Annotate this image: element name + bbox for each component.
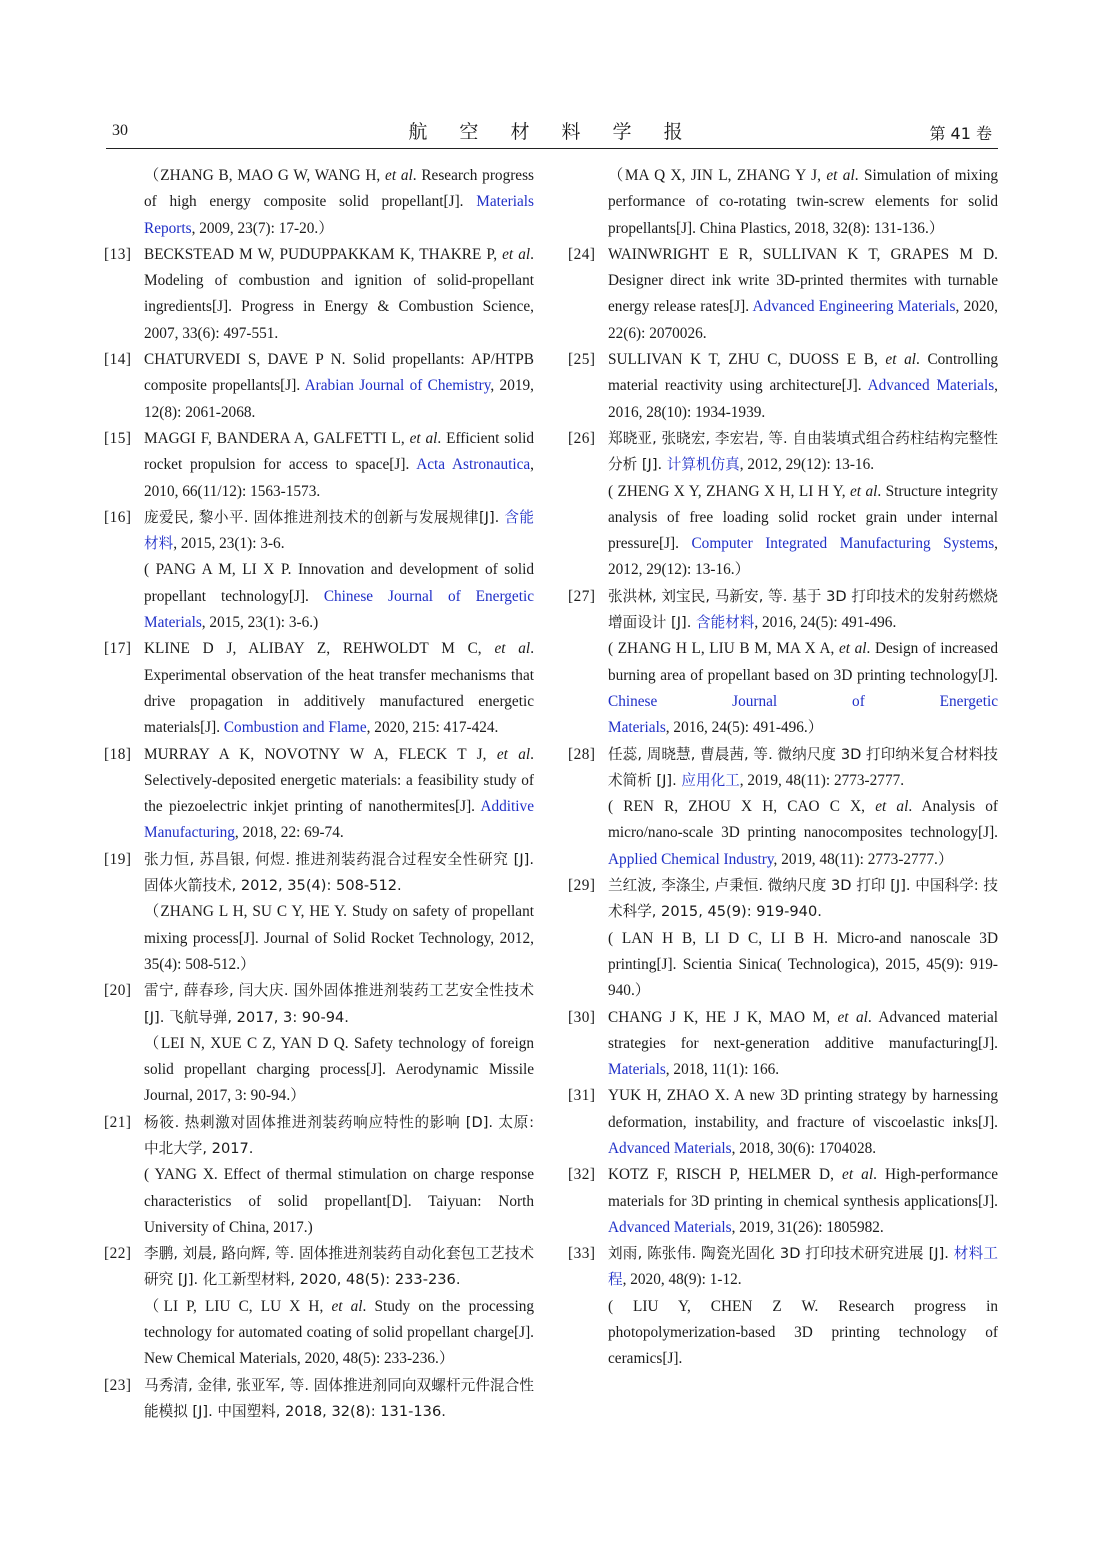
- reference-text: . Research progress of high energy composite solid propellant[J].: [144, 167, 535, 211]
- et-al-text: et al: [494, 640, 531, 658]
- reference-text: （LI P, LIU C, LU X H,: [144, 1297, 332, 1315]
- et-al-text: et al: [496, 745, 531, 763]
- journal-link[interactable]: 含能材料: [695, 614, 755, 632]
- reference-text: , 2016, 24(5): 491-496.: [754, 614, 897, 632]
- reference-text: ( ZHENG X Y, ZHANG X H, LI H Y,: [608, 482, 850, 500]
- reference-text: 兰红波, 李涤尘, 卢秉恒. 微纳尺度 3D 打印 [J]. 中国科学: 技术科学, 2015, 45(9): 919-940.: [608, 877, 998, 921]
- reference-text: , 2020, 22(6): 2070026.: [608, 298, 998, 342]
- reference-number: [17]: [104, 640, 132, 658]
- reference-text: , 2012, 29(12): 13-16.）: [608, 535, 998, 579]
- journal-link[interactable]: Arabian Journal of Chemistry: [304, 377, 491, 395]
- reference-number: [14]: [104, 351, 132, 369]
- reference-text: . Analysis of micro/nano-scale 3D printing nanocomposites technology[J].: [608, 798, 998, 842]
- page-number: 30: [112, 122, 128, 139]
- journal-link[interactable]: 计算机仿真: [666, 456, 740, 474]
- reference-number: [29]: [568, 877, 596, 895]
- journal-link[interactable]: Materials Reports: [144, 193, 534, 237]
- reference-text: 张洪林, 刘宝民, 马新安, 等. 基于 3D 打印技术的发射药燃烧增面设计 [J].: [608, 587, 998, 632]
- reference-text: 刘雨, 陈张伟. 陶瓷光固化 3D 打印技术研究进展 [J].: [608, 1245, 954, 1263]
- reference-text: MAGGI F, BANDERA A, GALFETTI L,: [144, 429, 410, 447]
- reference-number: [19]: [104, 850, 132, 868]
- reference-column-right: [568, 163, 998, 1373]
- reference-number: [26]: [568, 429, 596, 447]
- reference-number: [18]: [104, 745, 132, 763]
- reference-number: [23]: [104, 1376, 132, 1394]
- reference-text: , 2016, 24(5): 491-496.）: [665, 719, 823, 737]
- reference-entry: [104, 1241, 534, 1294]
- journal-link[interactable]: Computer Integrated Manufacturing Systems: [691, 535, 995, 553]
- journal-link[interactable]: Advanced Materials: [608, 1139, 732, 1157]
- reference-entry: [568, 242, 998, 347]
- reference-text: , 2019, 48(11): 2773-2777.）: [773, 850, 954, 868]
- reference-text: BECKSTEAD M W, PUDUPPAKKAM K, THAKRE P,: [144, 245, 503, 263]
- journal-link[interactable]: 含能材料: [144, 508, 534, 553]
- reference-text: YUK H, ZHAO X. A new 3D printing strategy by harnessing deformation, instability, and fracture of viscoelastic inks[J].: [608, 1087, 998, 1131]
- journal-link[interactable]: Materials: [608, 1061, 666, 1079]
- et-al-text: et al: [850, 482, 878, 500]
- reference-text: , 2020, 48(9): 1-12.: [622, 1271, 742, 1289]
- reference-number: [15]: [104, 429, 132, 447]
- reference-number: [13]: [104, 245, 132, 263]
- reference-text: KLINE D J, ALIBAY Z, REHWOLDT M C,: [144, 640, 495, 658]
- journal-link[interactable]: Additive Manufacturing: [144, 798, 534, 842]
- reference-text: . Modeling of combustion and ignition of solid-propellant ingredients[J]. Progress in Energy & Combustion Science, 2007, 33(6): 497-551.: [144, 245, 534, 342]
- reference-translation: [568, 636, 998, 741]
- journal-link[interactable]: 材料工程: [608, 1245, 998, 1289]
- reference-text: . Design of increased burning area of propellant based on 3D printing technology[J].: [608, 640, 999, 684]
- reference-number: [32]: [568, 1166, 596, 1184]
- reference-text: . Simulation of mixing performance of co-rotating twin-screw elements for solid propellants[J]. China Plastics, 2018, 32(8): 131-136.）: [608, 167, 998, 237]
- reference-translation: [568, 479, 998, 584]
- reference-translation: [104, 1294, 534, 1373]
- reference-entry: [568, 1005, 998, 1084]
- journal-link[interactable]: 应用化工: [681, 771, 740, 789]
- reference-number: [21]: [104, 1113, 132, 1131]
- et-al-text: et al: [837, 1008, 868, 1026]
- reference-text: 任蕊, 周晓慧, 曹晨茜, 等. 微纳尺度 3D 打印纳米复合材料技术简析 [J].: [608, 745, 998, 789]
- et-al-text: et al: [838, 640, 867, 658]
- reference-text: SULLIVAN K T, ZHU C, DUOSS E B,: [608, 351, 886, 369]
- reference-entry: [104, 426, 534, 505]
- reference-translation: [104, 557, 534, 636]
- reference-text: ( YANG X. Effect of thermal stimulation on charge response characteristics of solid propellant[D]. Taiyuan: North University of China, 2017.): [144, 1166, 534, 1236]
- et-al-text: et al: [331, 1297, 363, 1315]
- journal-link[interactable]: Combustion and Flame: [223, 719, 367, 737]
- reference-text: . Advanced material strategies for next-generation additive manufacturing[J].: [608, 1008, 999, 1052]
- reference-translation: [104, 1031, 534, 1110]
- reference-text: （LEI N, XUE C Z, YAN D Q. Safety technology of foreign solid propellant charging process[J]. Aerodynamic Missile Journal, 2017, 3: 90-94.）: [144, 1034, 534, 1105]
- page-header: [106, 114, 998, 149]
- reference-text: ( LAN H B, LI D C, LI B H. Micro-and nanoscale 3D printing[J]. Scientia Sinica( Technologica), 2015, 45(9): 919-940.）: [608, 929, 998, 1000]
- journal-link[interactable]: Advanced Materials: [608, 1218, 732, 1236]
- reference-text: , 2018, 30(6): 1704028.: [731, 1139, 877, 1157]
- reference-text: , 2018, 11(1): 166.: [665, 1061, 780, 1079]
- reference-entry: [104, 1110, 534, 1163]
- reference-text: , 2020, 215: 417-424.: [366, 719, 499, 737]
- reference-entry: [104, 742, 534, 847]
- reference-text: , 2012, 29(12): 13-16.: [739, 456, 875, 474]
- reference-text: WAINWRIGHT E R, SULLIVAN K T, GRAPES M D. Designer direct ink write 3D-printed thermites with turnable energy release rates[J].: [608, 245, 998, 316]
- reference-text: ( PANG A M, LI X P. Innovation and development of solid propellant technology[J].: [144, 561, 534, 605]
- reference-entry: [568, 426, 998, 479]
- reference-text: . Structure integrity analysis of free loading solid rocket grain under internal pressure[J].: [608, 482, 999, 553]
- reference-text: （MA Q X, JIN L, ZHANG Y J,: [608, 167, 827, 184]
- reference-text: 马秀清, 金律, 张亚军, 等. 固体推进剂同向双螺杆元件混合性能模拟 [J]. 中国塑料, 2018, 32(8): 131-136.: [144, 1376, 534, 1420]
- reference-entry: [104, 242, 534, 347]
- journal-link[interactable]: Advanced Engineering Materials: [752, 298, 956, 316]
- reference-translation: [568, 1294, 998, 1373]
- journal-link[interactable]: Acta Astronautica: [416, 456, 531, 474]
- reference-text: , 2009, 23(7): 17-20.）: [191, 219, 334, 237]
- et-al-text: et al: [502, 245, 531, 263]
- reference-text: 雷宁, 薛春珍, 闫大庆. 国外固体推进剂装药工艺安全性技术 [J]. 飞航导弹, 2017, 3: 90-94.: [144, 982, 534, 1026]
- reference-text: , 2019, 48(11): 2773-2777.: [739, 771, 905, 789]
- reference-text: CHANG J K, HE J K, MAO M,: [608, 1008, 838, 1026]
- reference-entry: [568, 1162, 998, 1241]
- reference-number: [22]: [104, 1245, 132, 1263]
- reference-entry: [104, 847, 534, 900]
- reference-number: [31]: [568, 1087, 596, 1105]
- reference-text: . Selectively-deposited energetic materials: a feasibility study of the piezoelectric inkjet printing of nanothermites[J].: [144, 745, 534, 816]
- reference-text: , 2015, 23(1): 3-6.: [173, 535, 285, 553]
- reference-number: [20]: [104, 982, 132, 1000]
- reference-text: , 2019, 31(26): 1805982.: [731, 1218, 884, 1236]
- reference-entry: [104, 505, 534, 558]
- reference-translation: [104, 163, 534, 242]
- reference-entry: [568, 1241, 998, 1294]
- reference-translation: [104, 1162, 534, 1241]
- et-al-text: et al: [385, 167, 413, 184]
- reference-text: 郑晓亚, 张晓宏, 李宏岩, 等. 自由装填式组合药柱结构完整性分析 [J].: [608, 429, 998, 474]
- journal-title: 航 空 材 料 学 报: [408, 121, 696, 143]
- reference-text: CHATURVEDI S, DAVE P N. Solid propellants: AP/HTPB composite propellants[J].: [144, 351, 534, 395]
- reference-number: [30]: [568, 1008, 596, 1026]
- reference-entry: [568, 1083, 998, 1162]
- reference-text: . Study on the processing technology for automated coating of solid propellant charge[J]. New Chemical Materials, 2020, 48(5): 233-236.）: [144, 1297, 535, 1368]
- reference-number: [25]: [568, 351, 596, 369]
- journal-link[interactable]: Advanced Materials: [867, 377, 995, 395]
- et-al-text: et al: [842, 1166, 874, 1184]
- reference-translation: [568, 163, 998, 242]
- reference-text: KOTZ F, RISCH P, HELMER D,: [608, 1166, 843, 1184]
- reference-text: 庞爱民, 黎小平. 固体推进剂技术的创新与发展规律[J].: [144, 508, 505, 526]
- reference-entry: [104, 347, 534, 426]
- volume-label: 第 41 卷: [929, 124, 992, 143]
- reference-text: 张力恒, 苏昌银, 何煜. 推进剂装药混合过程安全性研究 [J]. 固体火箭技术, 2012, 35(4): 508-512.: [144, 850, 534, 895]
- et-al-text: et al: [826, 167, 855, 184]
- reference-text: ( LIU Y, CHEN Z W. Research progress in photopolymerization-based 3D printing technology of ceramics[J].: [608, 1297, 998, 1368]
- reference-text: , 2019, 12(8): 2061-2068.: [144, 377, 534, 421]
- reference-number: [33]: [568, 1245, 596, 1263]
- journal-link[interactable]: Applied Chemical Industry: [608, 850, 774, 868]
- reference-text: （ZHANG L H, SU C Y, HE Y. Study on safety of propellant mixing process[J]. Journal of Solid Rocket Technology, 2012, 35(4): 508-512.）: [144, 903, 534, 973]
- reference-entry: [104, 1373, 534, 1426]
- reference-column-left: [104, 163, 534, 1425]
- reference-entry: [104, 636, 534, 741]
- reference-number: [28]: [568, 745, 596, 763]
- reference-entry: [568, 347, 998, 426]
- reference-entry: [568, 584, 998, 637]
- et-al-text: et al: [875, 798, 909, 816]
- reference-text: , 2010, 66(11/12): 1563-1573.: [144, 456, 534, 500]
- reference-text: 李鹏, 刘晨, 路向辉, 等. 固体推进剂装药自动化套包工艺技术研究 [J]. 化工新型材料, 2020, 48(5): 233-236.: [144, 1245, 534, 1289]
- reference-translation: [104, 899, 534, 978]
- reference-text: . High-performance materials for 3D printing in chemical synthesis applications[J].: [608, 1166, 999, 1210]
- reference-entry: [568, 742, 998, 795]
- reference-entry: [568, 873, 998, 926]
- reference-number: [24]: [568, 245, 596, 263]
- reference-text: ( ZHANG H L, LIU B M, MA X A,: [608, 640, 839, 658]
- reference-number: [27]: [568, 587, 596, 605]
- reference-translation: [568, 926, 998, 1005]
- reference-text: ( REN R, ZHOU X H, CAO C X,: [608, 798, 876, 816]
- journal-link[interactable]: Chinese Journal of Energetic Materials: [144, 587, 534, 632]
- reference-text: . Experimental observation of the heat transfer mechanisms that drive propagation in additively manufactured energetic materials[J].: [144, 640, 535, 737]
- et-al-text: et al: [409, 429, 438, 447]
- reference-text: , 2016, 28(10): 1934-1939.: [608, 377, 998, 421]
- reference-number: [16]: [104, 508, 132, 526]
- reference-text: , 2015, 23(1): 3-6.): [201, 614, 319, 632]
- reference-text: , 2018, 22: 69-74.: [234, 824, 344, 842]
- reference-entry: [104, 978, 534, 1031]
- reference-text: . Efficient solid rocket propulsion for access to space[J].: [144, 429, 534, 474]
- reference-text: MURRAY A K, NOVOTNY W A, FLECK T J,: [144, 745, 497, 763]
- reference-text: . Controlling material reactivity using architecture[J].: [608, 351, 998, 395]
- reference-translation: [568, 794, 998, 873]
- reference-text: 杨筱. 热刺激对固体推进剂装药响应特性的影响 [D]. 太原: 中北大学, 2017.: [144, 1113, 534, 1157]
- journal-link[interactable]: Chinese Journal of Energetic Materials: [608, 692, 998, 737]
- reference-text: （ZHANG B, MAO G W, WANG H,: [144, 167, 386, 184]
- et-al-text: et al: [885, 351, 916, 369]
